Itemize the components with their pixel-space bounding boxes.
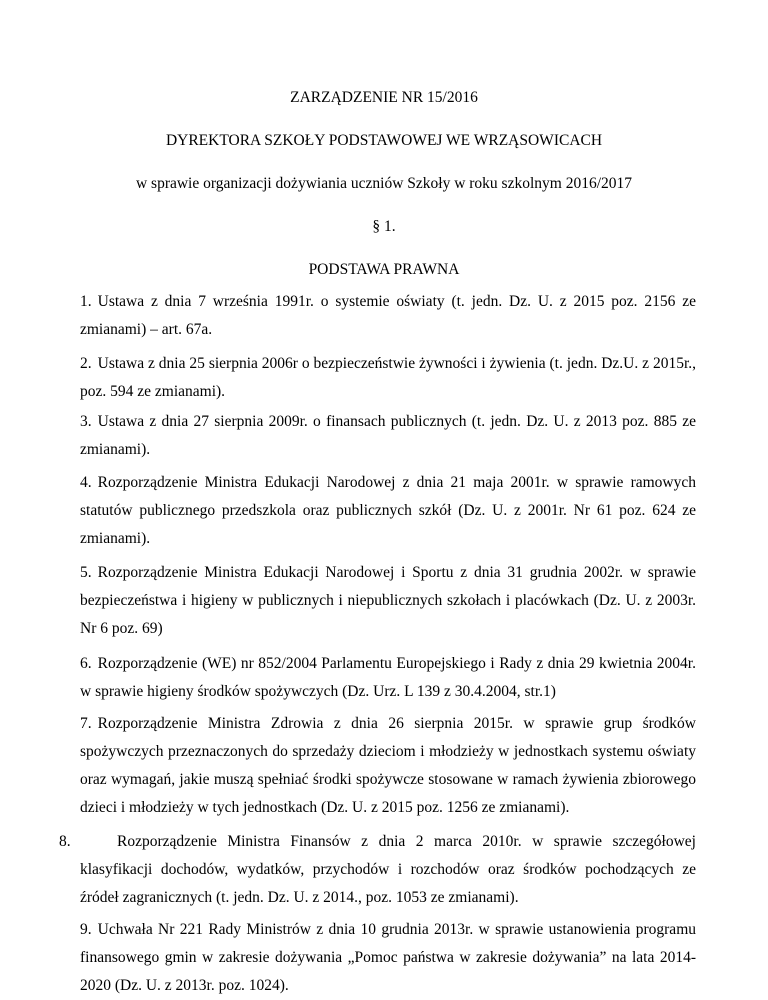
item-text: Uchwała Nr 221 Rady Ministrów z dnia 10 grudnia 2013r. w sprawie ustanowienia programu finansowego gmin w zakresie dożywania „Pomoc państwa w zakresie dożywania” na lata 2014-2020 (Dz. U. z 2013r. poz. 1024). [80, 921, 696, 994]
document-subject: w sprawie organizacji dożywiania uczniów Szkoły w roku szkolnym 2016/2017 [135, 175, 633, 192]
legal-basis-item-5 [80, 559, 696, 643]
item-number: 5. [80, 564, 92, 581]
legal-basis-item-3 [80, 408, 696, 464]
item-number: 7. [80, 715, 92, 732]
item-number: 2. [80, 355, 92, 372]
legal-basis-item-4 [80, 469, 696, 553]
item-number: 8. [59, 833, 71, 850]
item-text: Rozporządzenie Ministra Edukacji Narodowej i Sportu z dnia 31 grudnia 2002r. w sprawie bezpieczeństwa i higieny w publicznych i niepublicznych szkołach i placówkach (Dz. U. z 2003r. Nr 6 poz. 69) [80, 564, 696, 637]
item-number: 3. [80, 413, 92, 430]
legal-basis-item-1 [80, 288, 696, 344]
item-text: Ustawa z dnia 7 września 1991r. o systemie oświaty (t. jedn. Dz. U. z 2015 poz. 2156 ze zmianami) – art. 67a. [80, 293, 696, 338]
legal-basis-item-9 [80, 916, 696, 1000]
item-text: Rozporządzenie (WE) nr 852/2004 Parlamentu Europejskiego i Rady z dnia 29 kwietnia 2004r. w sprawie higieny środków spożywczych (Dz. Urz. L 139 z 30.4.2004, str.1) [80, 655, 696, 700]
item-number: 1. [80, 293, 92, 310]
legal-basis-item-6 [80, 650, 696, 706]
document-title: ZARZĄDZENIE NR 15/2016 [290, 89, 478, 106]
item-text: Rozporządzenie Ministra Edukacji Narodowej z dnia 21 maja 2001r. w sprawie ramowych statutów publicznego przedszkola oraz publicznych szkół (Dz. U. z 2001r. Nr 61 poz. 624 ze zmianami). [80, 474, 696, 547]
item-text: Ustawa z dnia 27 sierpnia 2009r. o finansach publicznych (t. jedn. Dz. U. z 2013 poz. 885 ze zmianami). [80, 413, 696, 458]
item-text: Rozporządzenie Ministra Finansów z dnia 2 marca 2010r. w sprawie szczegółowej klasyfikacji dochodów, wydatków, przychodów i rozchodów oraz środków pochodzących ze źródeł zagranicznych (t. jedn. Dz. U. z 2014., poz. 1053 ze zmianami). [80, 833, 696, 906]
item-text: Ustawa z dnia 25 sierpnia 2006r o bezpieczeństwie żywności i żywienia (t. jedn. Dz.U. z 2015r., poz. 594 ze zmianami). [80, 355, 696, 400]
item-number: 4. [80, 474, 92, 491]
legal-basis-item-8 [59, 828, 696, 912]
section-title: PODSTAWA PRAWNA [308, 261, 460, 278]
item-text: Rozporządzenie Ministra Zdrowia z dnia 26 sierpnia 2015r. w sprawie grup środków spożywczych przeznaczonych do sprzedaży dzieciom i młodzieży w jednostkach systemu oświaty oraz wymagań, jakie muszą spełniać środki spożywcze stosowane w ramach żywienia zbiorowego dzieci i młodzieży w tych jednostkach (Dz. U. z 2015 poz. 1256 ze zmianami). [80, 715, 696, 816]
legal-basis-item-2 [80, 350, 696, 406]
item-number: 9. [80, 921, 92, 938]
legal-basis-item-7 [80, 710, 696, 822]
section-number: § 1. [372, 218, 396, 235]
item-number: 6. [80, 655, 92, 672]
document-subtitle: DYREKTORA SZKOŁY PODSTAWOWEJ WE WRZĄSOWICACH [165, 132, 603, 149]
